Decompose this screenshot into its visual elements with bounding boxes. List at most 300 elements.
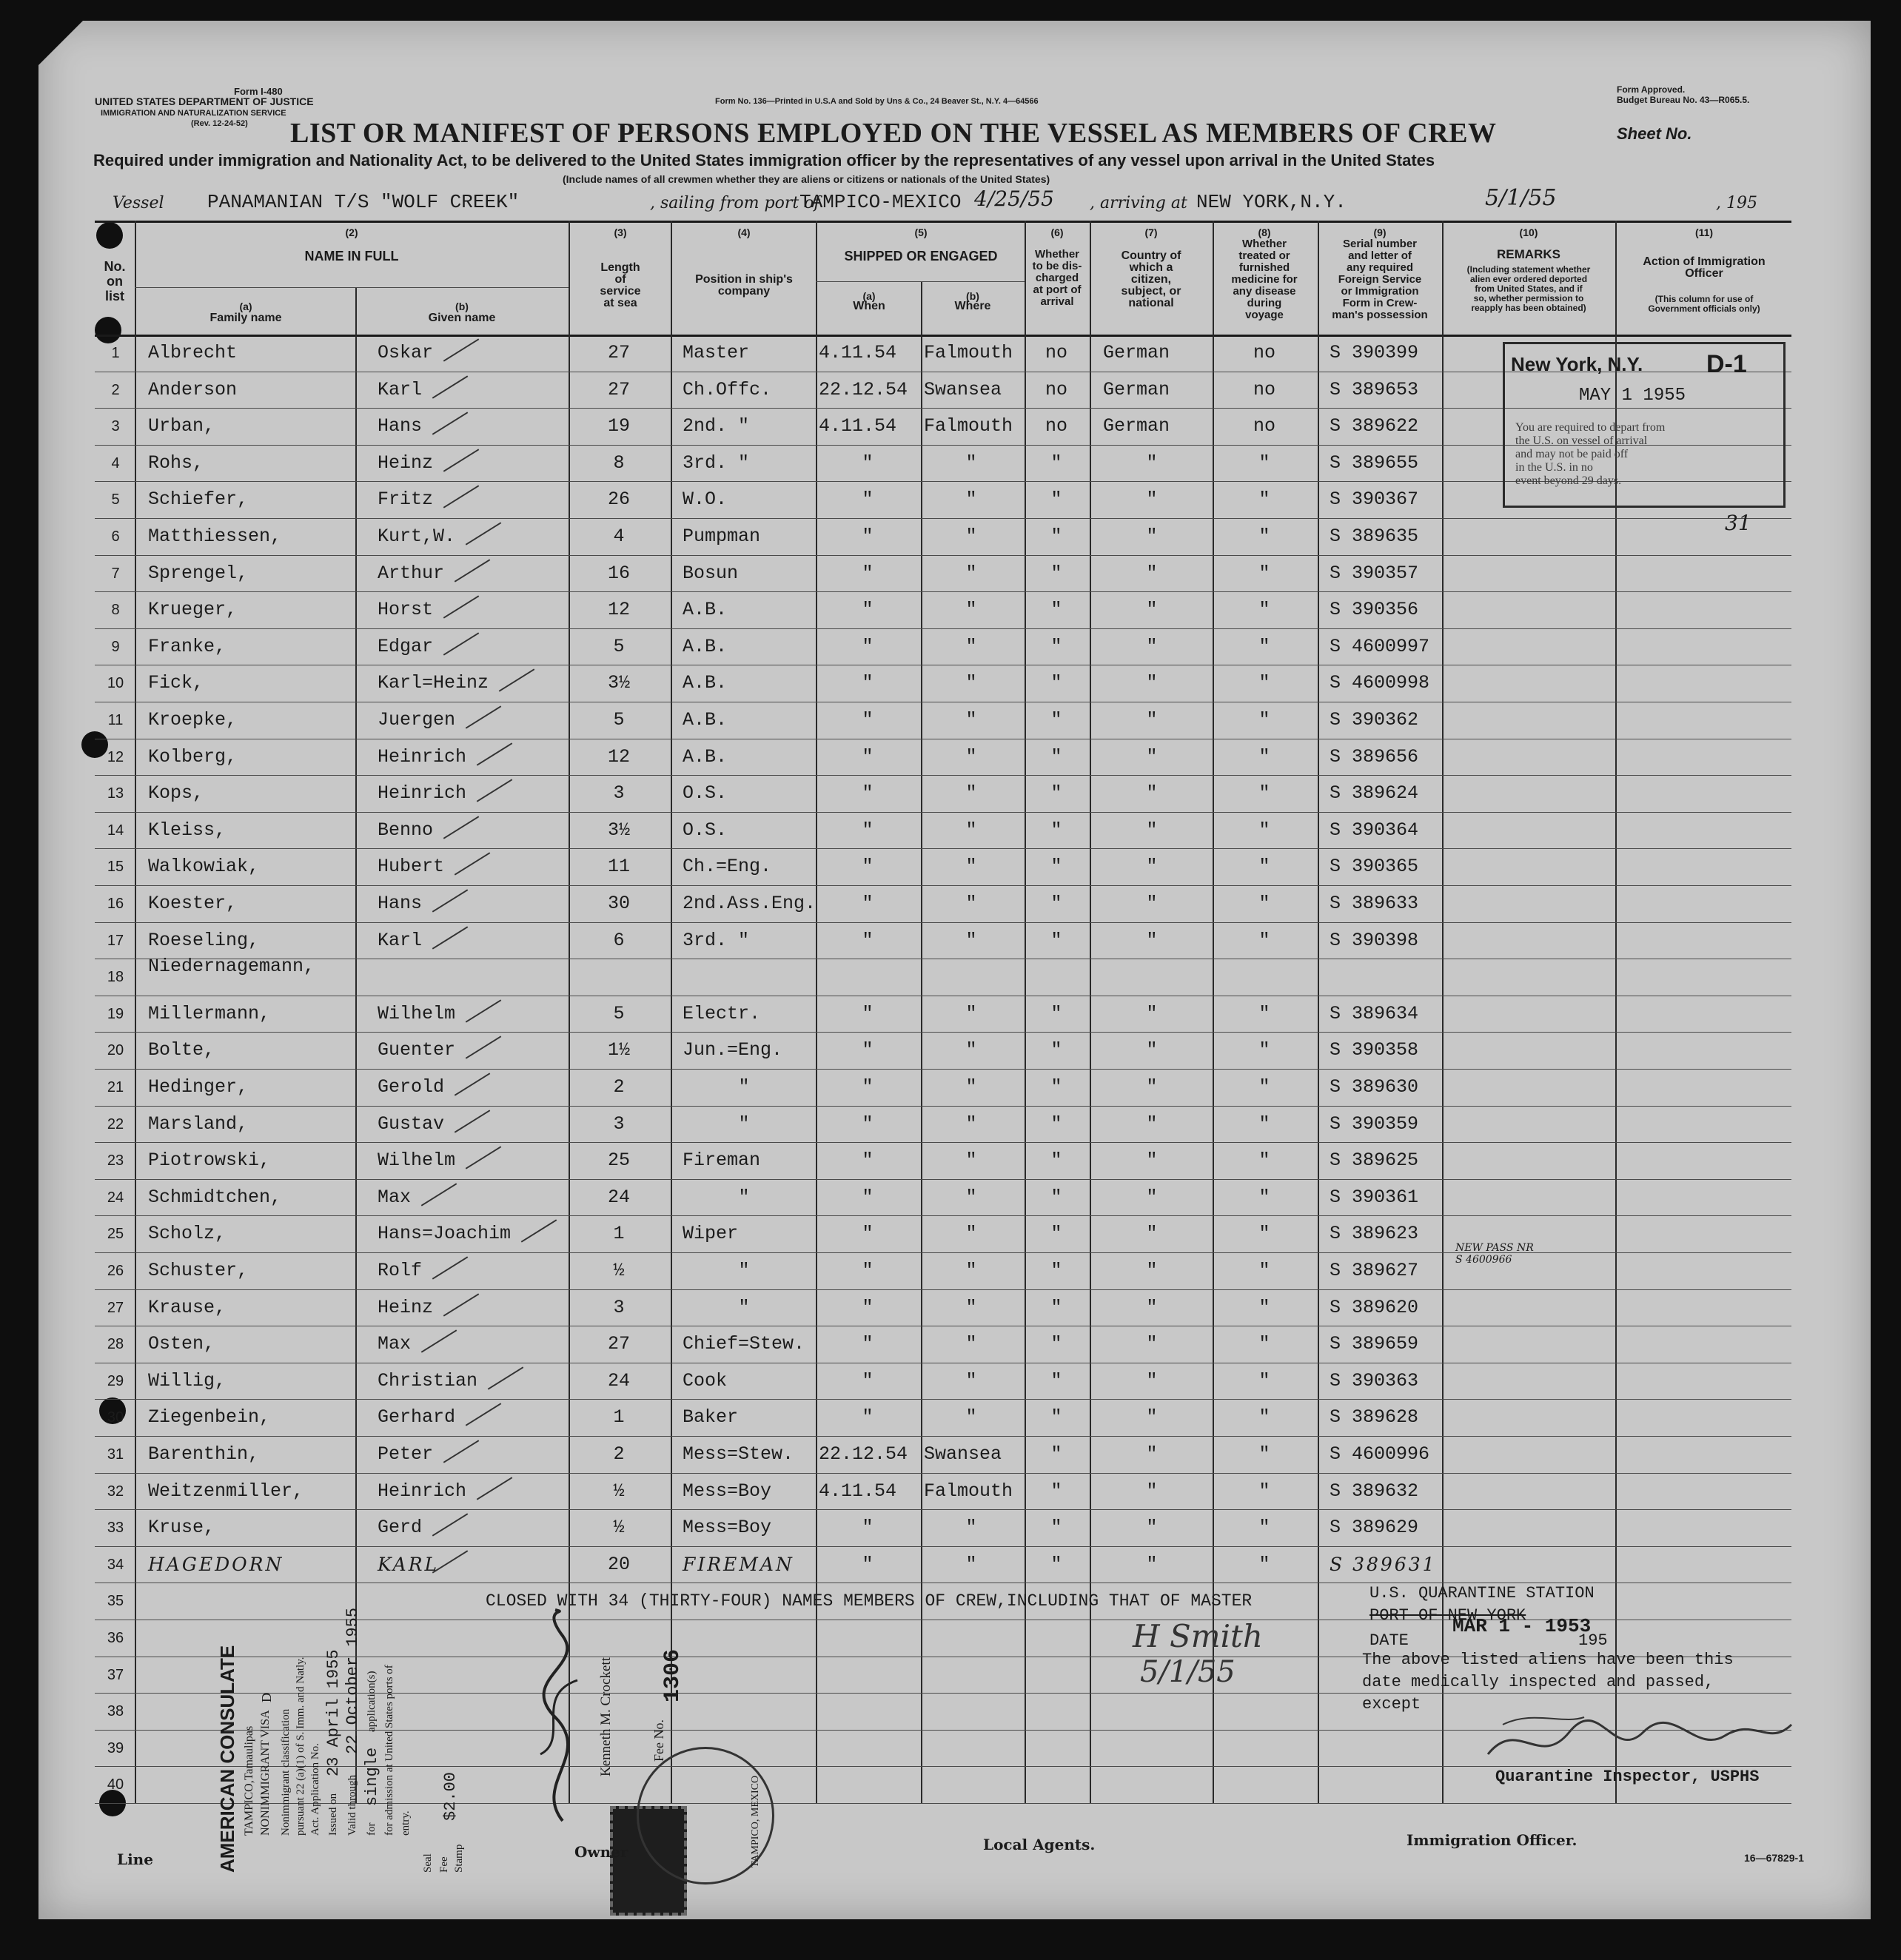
shipped-where: " xyxy=(965,745,977,768)
shipped-when: " xyxy=(862,819,874,841)
family-name: Kleiss, xyxy=(148,819,227,841)
length-of-service: 4 xyxy=(613,526,625,547)
shipped-where: " xyxy=(965,562,977,584)
line-number: 35 xyxy=(107,1593,124,1610)
discharged: " xyxy=(1050,526,1062,547)
header-serial: Serial number and letter of any required Foreign Service or Immigration Form in Crew- man's possession xyxy=(1332,238,1428,321)
margin-mark: 31 xyxy=(1725,511,1751,535)
family-name: Kops, xyxy=(148,782,204,805)
family-name: Sprengel, xyxy=(148,562,249,584)
country: " xyxy=(1146,526,1158,547)
length-of-service: 3½ xyxy=(607,672,630,694)
position: FIREMAN xyxy=(683,1553,794,1575)
column-rule xyxy=(1318,221,1319,1803)
header-position: Position in ship's company xyxy=(695,273,793,298)
footer-code: 16—67829-1 xyxy=(1744,1852,1804,1864)
length-of-service: 12 xyxy=(607,745,630,768)
serial-number: S 389631 xyxy=(1330,1553,1437,1575)
family-name: Schmidtchen, xyxy=(148,1186,282,1208)
serial-number: S 389633 xyxy=(1330,893,1419,914)
closed-statement: CLOSED WITH 34 (THIRTY-FOUR) NAMES MEMBERS OF CREW,INCLUDING THAT OF MASTER xyxy=(486,1591,1253,1611)
position: 2nd.Ass.Eng. xyxy=(683,893,817,914)
position: Bosun xyxy=(683,562,739,584)
serial-number: S 389623 xyxy=(1330,1223,1419,1245)
shipped-when: " xyxy=(862,1150,874,1172)
given-name: Oskar xyxy=(378,342,434,363)
given-name: Heinrich xyxy=(378,745,467,768)
discharged: " xyxy=(1050,1150,1062,1172)
serial-number: S 4600998 xyxy=(1330,672,1430,694)
treated: no xyxy=(1253,378,1275,400)
length-of-service: 24 xyxy=(607,1369,630,1392)
length-of-service: 3 xyxy=(613,1112,625,1135)
discharged: no xyxy=(1045,415,1067,437)
consulate-valid-label: Valid through xyxy=(346,1774,358,1836)
line-number: 34 xyxy=(107,1556,124,1573)
shipped-where: Falmouth xyxy=(924,342,1013,363)
treated: " xyxy=(1258,489,1270,511)
year-label: , 195 xyxy=(1716,194,1757,212)
treated: " xyxy=(1258,1039,1270,1061)
consulate-issued-label: Issued on xyxy=(327,1793,339,1836)
header-col10: (10) xyxy=(1519,226,1538,238)
consulate-for-label: for xyxy=(366,1822,378,1836)
discharged: " xyxy=(1050,745,1062,768)
serial-number: S 390358 xyxy=(1330,1039,1419,1061)
row-rule xyxy=(95,812,1791,813)
shipped-when: " xyxy=(862,1260,874,1281)
consulate-admission: for admission at United States ports of xyxy=(383,1665,395,1836)
sailing-label: , sailing from port of xyxy=(650,194,820,212)
row-rule xyxy=(95,1399,1791,1400)
header-given: Given name xyxy=(428,312,496,324)
length-of-service: 20 xyxy=(607,1553,630,1575)
remark-row-26: NEW PASS NR S 4600966 xyxy=(1455,1242,1534,1266)
country: " xyxy=(1146,819,1158,841)
shipped-where: Swansea xyxy=(924,378,1002,400)
discharged: " xyxy=(1050,709,1062,731)
discharged: " xyxy=(1050,599,1062,621)
consulate-fee-no-label: Fee No. xyxy=(651,1719,666,1762)
line-number: 18 xyxy=(107,969,124,986)
header-name-in-full: NAME IN FULL xyxy=(304,249,399,264)
column-rule xyxy=(1213,221,1214,1803)
given-name: Karl=Heinz xyxy=(378,672,489,694)
serial-number: S 389656 xyxy=(1330,745,1419,768)
shipped-when: " xyxy=(862,635,874,657)
length-of-service: 27 xyxy=(607,378,630,400)
line-number: 33 xyxy=(107,1520,124,1537)
serial-number: S 390361 xyxy=(1330,1186,1419,1208)
shipped-when: " xyxy=(862,1039,874,1061)
shipped-where: " xyxy=(965,1296,977,1318)
position: Ch.Offc. xyxy=(683,378,772,400)
line-number: 37 xyxy=(107,1666,124,1683)
treated: " xyxy=(1258,599,1270,621)
shipped-where: " xyxy=(965,489,977,511)
serial-number: S 390364 xyxy=(1330,819,1419,841)
line-number: 7 xyxy=(111,565,120,582)
consulate-stamp-label: Stamp xyxy=(453,1844,465,1873)
line-number: 19 xyxy=(107,1005,124,1022)
family-name: Anderson xyxy=(148,378,238,400)
punch-hole xyxy=(96,222,123,249)
serial-number: S 390399 xyxy=(1330,342,1419,363)
position: Wiper xyxy=(683,1223,739,1245)
given-name: Gerold xyxy=(378,1076,445,1098)
revision: (Rev. 12-24-52) xyxy=(191,119,248,128)
serial-number: S 4600996 xyxy=(1330,1443,1430,1465)
position: O.S. xyxy=(683,819,728,841)
consulate-line2: pursuant 22 (a)(1) of S. Imm. and Natly. xyxy=(295,1657,306,1836)
length-of-service: 6 xyxy=(613,929,625,951)
shipped-when: " xyxy=(862,893,874,914)
shipped-when: " xyxy=(862,1517,874,1539)
consulate-valid: 22 October 1955 xyxy=(343,1607,362,1754)
country: " xyxy=(1146,1186,1158,1208)
country: " xyxy=(1146,929,1158,951)
treated: " xyxy=(1258,635,1270,657)
sailing-port: TAMPICO-MEXICO xyxy=(799,191,962,213)
country: " xyxy=(1146,1406,1158,1429)
position: 2nd. " xyxy=(683,415,750,437)
given-name: Wilhelm xyxy=(378,1150,456,1172)
length-of-service: ½ xyxy=(613,1517,625,1539)
line-number: 29 xyxy=(107,1372,124,1389)
treated: " xyxy=(1258,1296,1270,1318)
shipped-when: " xyxy=(862,745,874,768)
country: " xyxy=(1146,1517,1158,1539)
shipped-where: " xyxy=(965,1223,977,1245)
arriving-label: , arriving at xyxy=(1090,194,1187,212)
shipped-where: Falmouth xyxy=(924,415,1013,437)
row-rule xyxy=(95,848,1791,849)
header-family: Family name xyxy=(209,312,282,324)
stamp-code: D-1 xyxy=(1706,350,1747,378)
consulate-fee-no: 1306 xyxy=(660,1648,685,1702)
row-rule xyxy=(95,1436,1791,1437)
given-name: Rolf xyxy=(378,1260,423,1281)
discharged: " xyxy=(1050,819,1062,841)
row-rule xyxy=(95,591,1791,592)
footer-agents: Local Agents. xyxy=(983,1836,1096,1853)
serial-number: S 389635 xyxy=(1330,526,1419,547)
header-col6: (6) xyxy=(1050,226,1064,238)
country: " xyxy=(1146,1369,1158,1392)
family-name: Schiefer, xyxy=(148,489,249,511)
treated: no xyxy=(1253,342,1275,363)
family-name: Marsland, xyxy=(148,1112,249,1135)
shipped-where: " xyxy=(965,782,977,805)
column-rule xyxy=(921,281,922,1803)
given-name: KARL xyxy=(378,1553,440,1575)
family-name: Rohs, xyxy=(148,452,204,474)
discharged: " xyxy=(1050,1296,1062,1318)
length-of-service: 24 xyxy=(607,1186,630,1208)
given-name: Juergen xyxy=(378,709,456,731)
shipped-when: " xyxy=(862,1553,874,1575)
shipped-when: 4.11.54 xyxy=(819,415,897,437)
position: Cook xyxy=(683,1369,728,1392)
footer-line: Line xyxy=(117,1850,153,1868)
row-rule xyxy=(95,1473,1791,1474)
consulate-title: AMERICAN CONSULATE xyxy=(216,1645,238,1873)
country: " xyxy=(1146,599,1158,621)
column-rule xyxy=(355,287,357,1803)
treated: no xyxy=(1253,415,1275,437)
line-number: 12 xyxy=(107,748,124,765)
treated: " xyxy=(1258,1112,1270,1135)
consulate-place: TAMPICO,Tamaulipas xyxy=(243,1725,255,1836)
serial-number: S 389653 xyxy=(1330,378,1419,400)
country: " xyxy=(1146,1296,1158,1318)
family-name: Ziegenbein, xyxy=(148,1406,271,1429)
include-note: (Include names of all crewmen whether they are aliens or citizens or nationals of the United States) xyxy=(563,173,1050,185)
consulate-issued: 23 April 1955 xyxy=(324,1649,343,1776)
position: 3rd. " xyxy=(683,452,750,474)
given-name: Kurt,W. xyxy=(378,526,456,547)
shipped-where: Swansea xyxy=(924,1443,1002,1465)
country: " xyxy=(1146,1150,1158,1172)
subtitle: Required under immigration and Nationality Act, to be delivered to the United States immigration officer by the representatives of any vessel upon arrival in the United States xyxy=(93,151,1435,170)
treated: " xyxy=(1258,782,1270,805)
sheet-no-label: Sheet No. xyxy=(1617,124,1692,143)
line-number: 20 xyxy=(107,1042,124,1059)
treated: " xyxy=(1258,562,1270,584)
shipped-where: " xyxy=(965,1002,977,1024)
family-name: Urban, xyxy=(148,415,215,437)
serial-number: S 4600997 xyxy=(1330,635,1430,657)
treated: " xyxy=(1258,452,1270,474)
shipped-where: " xyxy=(965,672,977,694)
shipped-when: " xyxy=(862,1002,874,1024)
serial-number: S 390359 xyxy=(1330,1112,1419,1135)
quarantine-date: MAR 1 - 1953 xyxy=(1452,1615,1592,1637)
family-name: Walkowiak, xyxy=(148,856,260,878)
discharged: " xyxy=(1050,1002,1062,1024)
shipped-where: " xyxy=(965,526,977,547)
line-number: 39 xyxy=(107,1739,124,1756)
discharged: " xyxy=(1050,562,1062,584)
discharged: " xyxy=(1050,893,1062,914)
discharged: " xyxy=(1050,489,1062,511)
serial-number: S 389655 xyxy=(1330,452,1419,474)
serial-number: S 390363 xyxy=(1330,1369,1419,1392)
consulate-entry: entry. xyxy=(400,1810,412,1836)
discharged: " xyxy=(1050,856,1062,878)
treated: " xyxy=(1258,1186,1270,1208)
given-name: Benno xyxy=(378,819,434,841)
family-name: Matthiessen, xyxy=(148,526,282,547)
consulate-applications: application(s) xyxy=(366,1671,378,1732)
length-of-service: 3 xyxy=(613,782,625,805)
family-name: Kroepke, xyxy=(148,709,238,731)
position: " xyxy=(738,1260,750,1281)
line-number: 28 xyxy=(107,1336,124,1353)
arriving-port: NEW YORK,N.Y. xyxy=(1196,191,1347,213)
family-name: Osten, xyxy=(148,1333,215,1355)
given-name: Wilhelm xyxy=(378,1002,456,1024)
family-name: Albrecht xyxy=(148,342,238,363)
treated: " xyxy=(1258,1150,1270,1172)
header-family-a: (a) xyxy=(239,301,252,312)
row-rule xyxy=(95,1142,1791,1143)
consulate-visa: NONIMMIGRANT VISA xyxy=(259,1710,272,1836)
shipped-when: " xyxy=(862,489,874,511)
header-given-b: (b) xyxy=(455,301,469,312)
line-number: 30 xyxy=(107,1409,124,1426)
shipped-where: Falmouth xyxy=(924,1480,1013,1502)
line-number: 14 xyxy=(107,822,124,839)
line-number: 4 xyxy=(111,454,120,471)
line-number: 11 xyxy=(107,712,124,728)
shipped-when: " xyxy=(862,929,874,951)
arrival-date: 5/1/55 xyxy=(1485,185,1557,211)
row-rule xyxy=(95,885,1791,886)
family-name: Fick, xyxy=(148,672,204,694)
page-title: LIST OR MANIFEST OF PERSONS EMPLOYED ON THE VESSEL AS MEMBERS OF CREW xyxy=(290,118,1497,149)
line-number: 23 xyxy=(107,1152,124,1169)
position: O.S. xyxy=(683,782,728,805)
row-rule xyxy=(95,1546,1791,1547)
header-no: No. on list xyxy=(104,259,126,303)
family-name: Niedernagemann, xyxy=(148,956,315,978)
shipped-when: " xyxy=(862,452,874,474)
position: Mess=Boy xyxy=(683,1480,772,1502)
treated: " xyxy=(1258,1480,1270,1502)
shipped-when: " xyxy=(862,1076,874,1098)
shipped-when: " xyxy=(862,1223,874,1245)
given-name: Hans xyxy=(378,893,423,914)
row-rule xyxy=(95,1069,1791,1070)
row-rule xyxy=(95,1179,1791,1180)
line-number: 8 xyxy=(111,602,120,619)
line-number: 15 xyxy=(107,859,124,876)
serial-number: S 389628 xyxy=(1330,1406,1419,1429)
row-rule xyxy=(95,1215,1791,1216)
discharged: " xyxy=(1050,1517,1062,1539)
header-when: When xyxy=(853,300,885,312)
header-remarks: REMARKS xyxy=(1497,247,1560,261)
discharged: " xyxy=(1050,1039,1062,1061)
line-number: 9 xyxy=(111,638,120,655)
shipped-when: 22.12.54 xyxy=(819,378,908,400)
discharged: " xyxy=(1050,1480,1062,1502)
country: " xyxy=(1146,1260,1158,1281)
length-of-service: 27 xyxy=(607,1333,630,1355)
shipped-where: " xyxy=(965,1553,977,1575)
length-of-service: 3 xyxy=(613,1296,625,1318)
length-of-service: 5 xyxy=(613,1002,625,1024)
position: A.B. xyxy=(683,672,728,694)
country: " xyxy=(1146,1333,1158,1355)
family-name: Kolberg, xyxy=(148,745,238,768)
given-name: Karl xyxy=(378,929,423,951)
service: IMMIGRATION AND NATURALIZATION SERVICE xyxy=(101,109,286,118)
line-number: 22 xyxy=(107,1115,124,1132)
given-name: Heinz xyxy=(378,1296,434,1318)
family-name: Roeseling, xyxy=(148,929,260,951)
treated: " xyxy=(1258,1333,1270,1355)
position: Jun.=Eng. xyxy=(683,1039,783,1061)
position: A.B. xyxy=(683,745,728,768)
treated: " xyxy=(1258,929,1270,951)
row-rule xyxy=(95,628,1791,629)
header-country: Country of which a citizen, subject, or national xyxy=(1121,249,1181,309)
treated: " xyxy=(1258,1223,1270,1245)
column-rule xyxy=(671,221,672,1803)
header-discharged: Whether to be dis- charged at port of arrival xyxy=(1032,248,1082,308)
line-number: 36 xyxy=(107,1630,124,1646)
row-rule xyxy=(95,1509,1791,1510)
discharged: " xyxy=(1050,635,1062,657)
shipped-where: " xyxy=(965,1517,977,1539)
shipped-when: " xyxy=(862,562,874,584)
length-of-service: 1½ xyxy=(607,1039,630,1061)
name-subheader-rule xyxy=(135,287,569,288)
position: " xyxy=(738,1296,750,1318)
country: " xyxy=(1146,1223,1158,1245)
shipped-when: " xyxy=(862,526,874,547)
column-rule xyxy=(1090,221,1091,1803)
given-name: Heinz xyxy=(378,452,434,474)
vessel-label: Vessel xyxy=(113,194,164,212)
serial-number: S 389629 xyxy=(1330,1517,1419,1539)
length-of-service: ½ xyxy=(613,1480,625,1502)
country: " xyxy=(1146,1112,1158,1135)
given-name: Hubert xyxy=(378,856,445,878)
length-of-service: 25 xyxy=(607,1150,630,1172)
line-number: 6 xyxy=(111,528,120,545)
family-name: Scholz, xyxy=(148,1223,227,1245)
shipped-when: " xyxy=(862,1186,874,1208)
line-number: 3 xyxy=(111,418,120,435)
position: " xyxy=(738,1076,750,1098)
given-name: Arthur xyxy=(378,562,445,584)
length-of-service: 16 xyxy=(607,562,630,584)
length-of-service: 19 xyxy=(607,415,630,437)
shipped-where: " xyxy=(965,1369,977,1392)
treated: " xyxy=(1258,1369,1270,1392)
given-name: Heinrich xyxy=(378,782,467,805)
line-number: 32 xyxy=(107,1483,124,1500)
header-col3: (3) xyxy=(614,226,627,238)
header-where-b: (b) xyxy=(966,290,979,302)
row-rule xyxy=(95,518,1791,519)
country: " xyxy=(1146,1076,1158,1098)
given-name: Gerd xyxy=(378,1517,423,1539)
shipped-where: " xyxy=(965,635,977,657)
serial-number: S 389620 xyxy=(1330,1296,1419,1318)
line-number: 16 xyxy=(107,896,124,912)
country: German xyxy=(1103,415,1170,437)
shipped-when: " xyxy=(862,599,874,621)
shipped-when: " xyxy=(862,1406,874,1429)
shipped-where: " xyxy=(965,1260,977,1281)
port-of-entry-stamp xyxy=(1503,342,1786,508)
discharged: " xyxy=(1050,1333,1062,1355)
officer-initials: H Smith xyxy=(1133,1618,1263,1654)
serial-number: S 389625 xyxy=(1330,1150,1419,1172)
country: German xyxy=(1103,378,1170,400)
treated: " xyxy=(1258,709,1270,731)
row-rule xyxy=(95,1106,1791,1107)
column-rule xyxy=(1025,221,1026,1803)
line-number: 17 xyxy=(107,932,124,949)
header-col8: (8) xyxy=(1258,226,1271,238)
shipped-where: " xyxy=(965,929,977,951)
treated: " xyxy=(1258,1002,1270,1024)
